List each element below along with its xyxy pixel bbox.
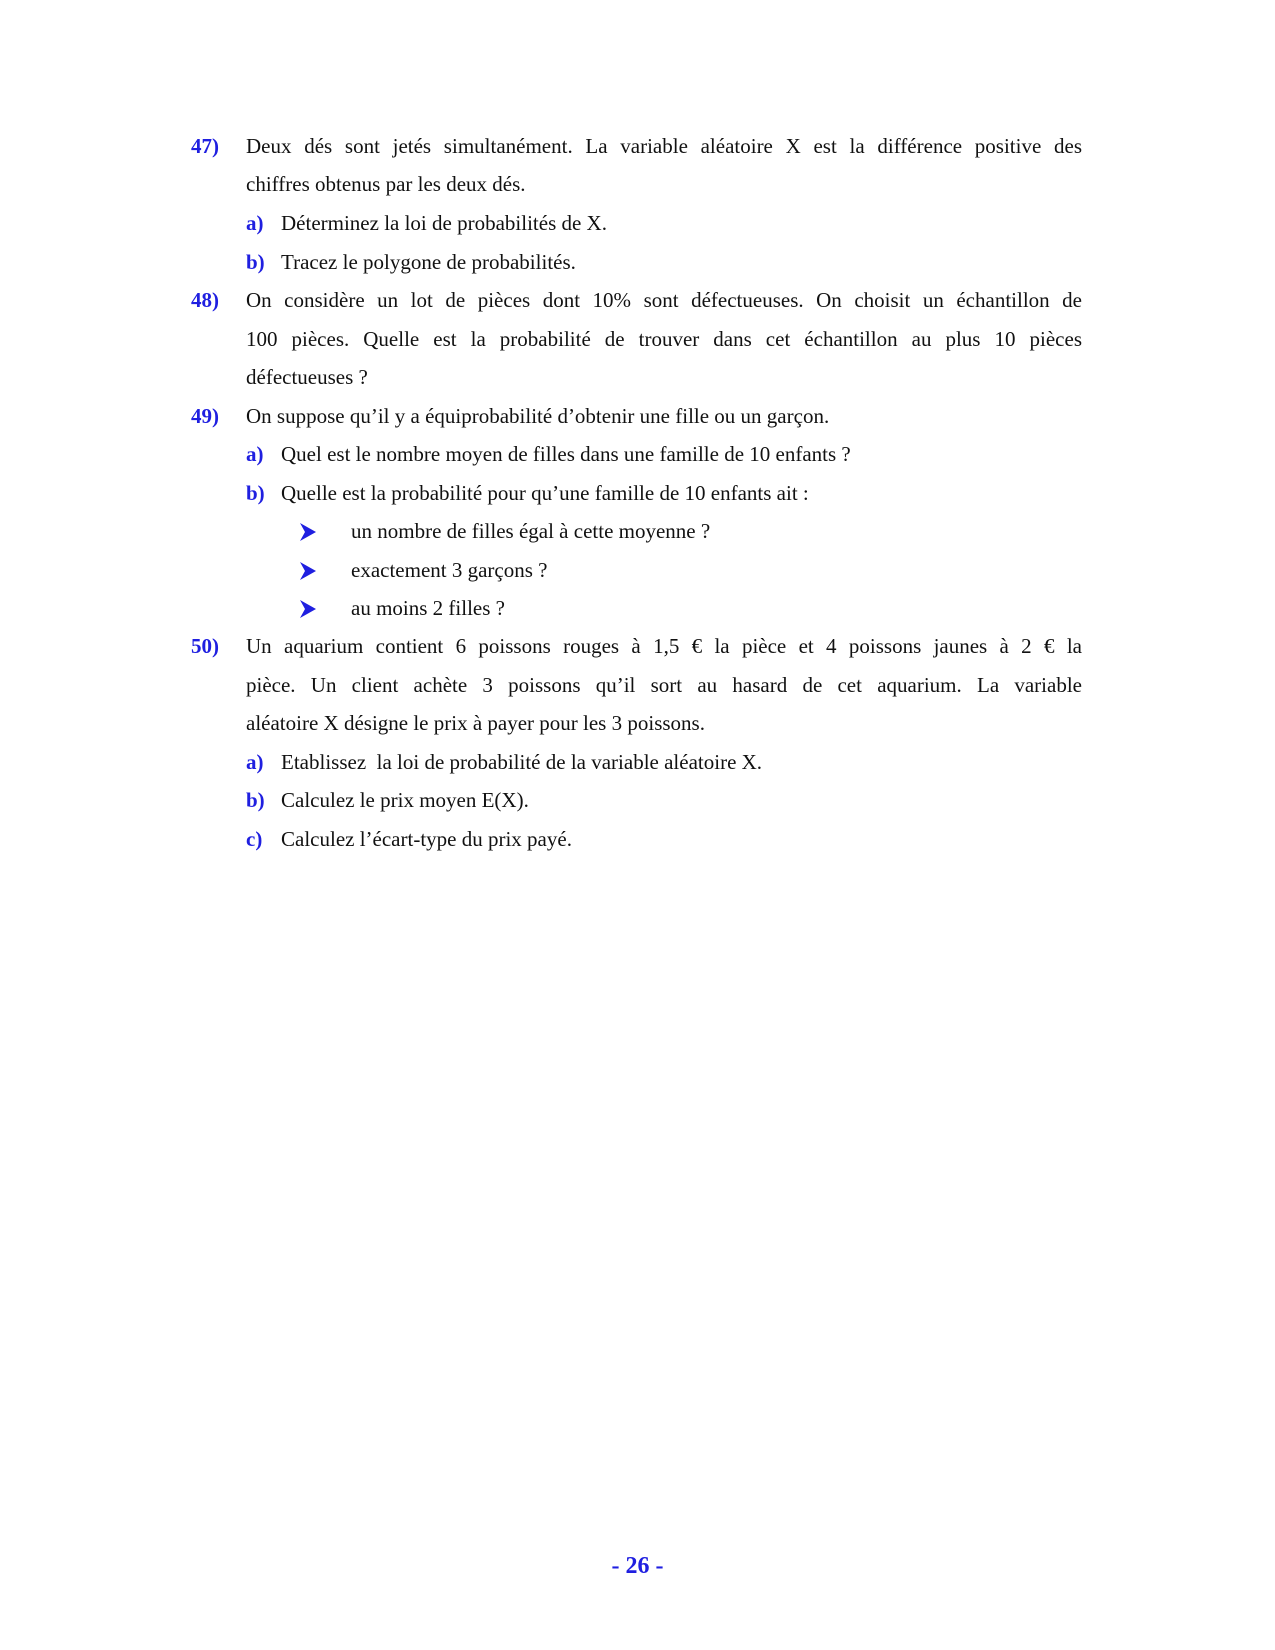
exercise-text-line: On considère un lot de pièces dont 10% sont défectueuses. On choisit un échantillon de: [246, 288, 1082, 312]
exercise-number: 47): [191, 134, 219, 158]
arrowhead-bullet-icon: [300, 523, 316, 541]
exercise-text-line: 100 pièces. Quelle est la probabilité de trouver dans cet échantillon au plus 10 pièces: [246, 327, 1082, 351]
item-label: b): [246, 250, 265, 274]
bullet-text: exactement 3 garçons ?: [351, 558, 548, 582]
item-text: Calculez l’écart-type du prix payé.: [281, 827, 572, 851]
exercise-text-line: aléatoire X désigne le prix à payer pour les 3 poissons.: [246, 711, 705, 735]
exercise-text-line: chiffres obtenus par les deux dés.: [246, 172, 526, 196]
item-label: c): [246, 827, 263, 851]
exercise-text-line: pièce. Un client achète 3 poissons qu’il sort au hasard de cet aquarium. La variable: [246, 673, 1082, 697]
exercise-number: 48): [191, 288, 219, 312]
item-label: a): [246, 211, 264, 235]
item-label: b): [246, 481, 265, 505]
item-text: Quelle est la probabilité pour qu’une famille de 10 enfants ait :: [281, 481, 809, 505]
arrowhead-bullet-icon: [300, 562, 316, 580]
bullet-text: au moins 2 filles ?: [351, 596, 505, 620]
page-number: - 26 -: [611, 1553, 664, 1579]
item-text: Quel est le nombre moyen de filles dans une famille de 10 enfants ?: [281, 442, 851, 466]
exercise-number: 49): [191, 404, 219, 428]
exercise-text-line: Deux dés sont jetés simultanément. La variable aléatoire X est la différence positive des: [246, 134, 1082, 158]
bullet-text: un nombre de filles égal à cette moyenne ?: [351, 519, 711, 543]
exercise-text-line: défectueuses ?: [246, 365, 368, 389]
item-text: Calculez le prix moyen E(X).: [281, 788, 529, 812]
item-label: a): [246, 750, 264, 774]
exercise-text-line: Un aquarium contient 6 poissons rouges à 1,5 € la pièce et 4 poissons jaunes à 2 € la: [246, 634, 1082, 658]
exercise-number: 50): [191, 634, 219, 658]
item-text: Etablissez la loi de probabilité de la variable aléatoire X.: [281, 750, 763, 774]
arrowhead-bullet-icon: [300, 600, 316, 618]
exercise-text-line: On suppose qu’il y a équiprobabilité d’obtenir une fille ou un garçon.: [246, 404, 830, 428]
item-label: b): [246, 788, 265, 812]
item-text: Tracez le polygone de probabilités.: [281, 250, 576, 274]
item-label: a): [246, 442, 264, 466]
item-text: Déterminez la loi de probabilités de X.: [281, 211, 607, 235]
